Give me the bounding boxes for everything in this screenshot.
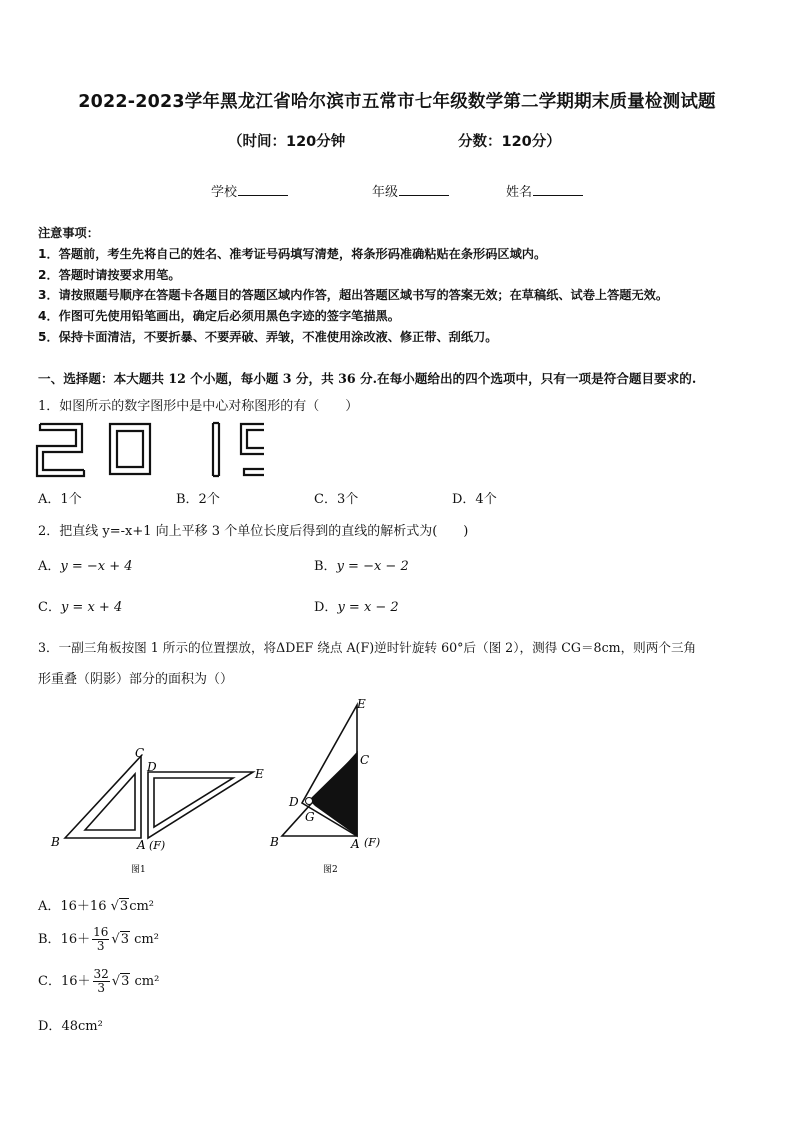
- label-a: A: [351, 837, 360, 851]
- section-heading: 一、选择题：本大题共 12 个小题，每小题 3 分，共 36 分.在每小题给出的四个选项中，只有一项是符合题目要求的.: [38, 371, 697, 386]
- q1-stem: 1．如图所示的数字图形中是中心对称图形的有（ ）: [38, 399, 359, 414]
- q3-figure-2: [262, 695, 392, 877]
- label-a: A: [137, 838, 146, 852]
- triangle-def-outer: [148, 772, 253, 838]
- figure-1-caption: 图1: [131, 865, 146, 875]
- option-expr: y = x − 2: [337, 600, 399, 615]
- q3-stem-line1: 3．一副三角板按图 1 所示的位置摆放，将ΔDEF 绕点 A(F)逆时针旋转 60°后（图 2），测得 CG＝8cm，则两个三角: [38, 640, 697, 655]
- q1-option-b[interactable]: B．2个: [176, 492, 220, 507]
- triangle-abc-outer: [65, 756, 141, 838]
- school-label: 学校: [211, 185, 238, 200]
- label-e: E: [255, 767, 264, 781]
- option-letter: C．: [38, 600, 61, 615]
- label-f: (F): [364, 836, 381, 849]
- notes-heading: 注意事项：: [38, 226, 99, 240]
- label-g: G: [305, 810, 315, 824]
- note-item: 4．作图可先使用铅笔画出，确定后必须用黑色字迹的签字笔描黑。: [38, 309, 400, 324]
- option-expr: y = −x − 2: [336, 559, 409, 574]
- school-field[interactable]: [211, 181, 288, 200]
- note-item: 1．答题前，考生先将自己的姓名、准考证号码填写清楚，将条形码准确粘贴在条形码区域内。: [38, 246, 547, 261]
- label-d: D: [147, 760, 157, 774]
- digit-1: [213, 423, 219, 476]
- label-b: B: [51, 835, 60, 849]
- q3-option-c[interactable]: [38, 968, 159, 995]
- option-number: 16＋: [60, 932, 91, 947]
- q2-option-d[interactable]: [314, 596, 399, 615]
- digit-0: [110, 424, 150, 474]
- triangle-def-inner: [154, 778, 233, 827]
- figure-2-caption: 图2: [323, 865, 338, 875]
- label-d: D: [289, 795, 299, 809]
- option-letter: D．: [38, 1019, 62, 1034]
- option-number: 16＋: [60, 974, 91, 989]
- note-item: 5．保持卡面清洁，不要折暴、不要弄破、弄皱，不准使用涂改液、修正带、刮纸刀。: [38, 329, 498, 344]
- label-c: C: [135, 746, 145, 760]
- q2-option-c[interactable]: [38, 596, 122, 615]
- label-e: E: [357, 697, 366, 711]
- exam-time: （时间：120分钟: [228, 134, 346, 150]
- q3-option-d[interactable]: [38, 1015, 103, 1034]
- option-unit: cm²: [134, 974, 160, 989]
- sqrt-symbol: √3: [111, 974, 130, 989]
- q1-option-c[interactable]: C．3个: [314, 492, 359, 507]
- q3-option-a[interactable]: [38, 895, 154, 914]
- sqrt-symbol: √3: [110, 899, 129, 914]
- name-label: 姓名: [506, 185, 533, 200]
- option-number: 16＋16: [60, 899, 107, 914]
- fraction: $\frac{16}{3}$: [93, 925, 109, 953]
- exam-score: 分数：120分）: [458, 134, 561, 150]
- option-unit: cm²: [129, 899, 155, 914]
- grade-label: 年级: [372, 185, 399, 200]
- q1-option-d[interactable]: D．4个: [452, 492, 497, 507]
- q1-option-a[interactable]: A．1个: [38, 492, 82, 507]
- notes-block: [38, 223, 668, 348]
- label-c: C: [360, 753, 370, 767]
- q2-stem: 2．把直线 y=-x+1 向上平移 3 个单位长度后得到的直线的解析式为( ): [38, 524, 469, 539]
- option-letter: A．: [38, 559, 61, 574]
- option-letter: B．: [38, 932, 61, 947]
- school-blank[interactable]: [238, 183, 288, 196]
- option-expr: y = x + 4: [60, 600, 123, 615]
- label-b: B: [270, 835, 279, 849]
- digit-9: [241, 424, 264, 475]
- grade-field[interactable]: [372, 181, 449, 200]
- grade-blank[interactable]: [399, 183, 449, 196]
- option-letter: C．: [38, 974, 61, 989]
- option-unit: cm²: [134, 932, 159, 947]
- digit-figure-2019: [34, 418, 264, 478]
- option-expr: y = −x + 4: [60, 559, 133, 574]
- page-title: 2022-2023学年黑龙江省哈尔滨市五常市七年级数学第二学期期末质量检测试题: [78, 92, 716, 112]
- name-field[interactable]: [506, 181, 583, 200]
- option-letter: D．: [314, 600, 338, 615]
- option-text: 48cm²: [61, 1019, 103, 1034]
- q2-option-a[interactable]: [38, 555, 133, 574]
- point-d-marker: [306, 798, 313, 805]
- sqrt-symbol: √3: [111, 932, 129, 947]
- option-letter: A．: [38, 899, 61, 914]
- q3-figure-1: [45, 742, 280, 877]
- triangle-abc-inner: [85, 774, 135, 830]
- digit-2: [37, 424, 84, 476]
- q2-option-b[interactable]: [314, 555, 409, 574]
- shaded-overlap: [309, 753, 357, 836]
- note-item: 3．请按照题号顺序在答题卡各题目的答题区域内作答，超出答题区域书写的答案无效；在草稿纸、试卷上答题无效。: [38, 288, 669, 303]
- note-item: 2．答题时请按要求用笔。: [38, 267, 181, 282]
- q3-stem-line2: 形重叠（阴影）部分的面积为（）: [38, 672, 234, 687]
- name-blank[interactable]: [533, 183, 583, 196]
- label-f: (F): [149, 839, 166, 852]
- fraction: $\frac{32}{3}$: [93, 967, 109, 995]
- option-letter: B．: [314, 559, 337, 574]
- q3-option-b[interactable]: [38, 926, 159, 953]
